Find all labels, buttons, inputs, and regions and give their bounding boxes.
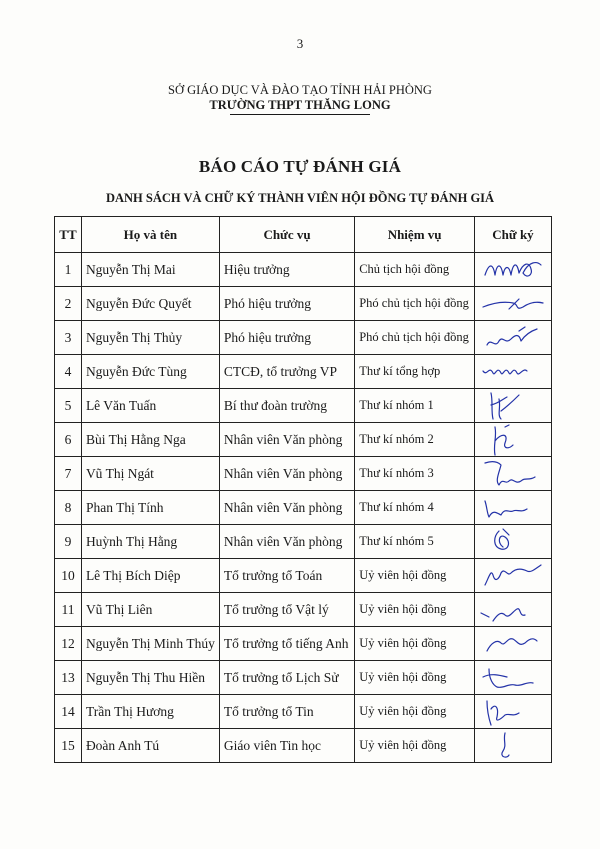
handwritten-signature (479, 559, 547, 592)
row-number: 10 (55, 559, 82, 593)
members-table (54, 216, 552, 763)
member-position: Phó hiệu trưởng (219, 321, 354, 355)
row-number: 14 (55, 695, 82, 729)
signature-cell (474, 627, 551, 661)
report-title: BÁO CÁO TỰ ĐÁNH GIÁ (198, 157, 402, 176)
handwritten-signature (479, 423, 547, 456)
row-number: 15 (55, 729, 82, 763)
member-position: Giáo viên Tin học (219, 729, 354, 763)
signature-cell (474, 661, 551, 695)
signature-cell (474, 389, 551, 423)
handwritten-signature (479, 627, 547, 660)
handwritten-signature (479, 525, 547, 558)
member-duty: Phó chủ tịch hội đồng (355, 321, 475, 355)
member-duty: Uỷ viên hội đồng (355, 627, 475, 661)
table-row (55, 287, 552, 321)
member-name: Lê Văn Tuấn (81, 389, 219, 423)
member-position: Nhân viên Văn phòng (219, 525, 354, 559)
member-name: Huỳnh Thị Hằng (81, 525, 219, 559)
member-duty: Thư kí nhóm 3 (355, 457, 475, 491)
member-name: Trần Thị Hương (81, 695, 219, 729)
row-number: 11 (55, 593, 82, 627)
handwritten-signature (479, 321, 547, 354)
handwritten-signature (479, 729, 547, 762)
table-row (55, 729, 552, 763)
member-position: Tổ trưởng tổ Tin (219, 695, 354, 729)
member-position: Tổ trưởng tổ Vật lý (219, 593, 354, 627)
member-position: Nhân viên Văn phòng (219, 457, 354, 491)
handwritten-signature (479, 287, 547, 320)
member-position: Bí thư đoàn trường (219, 389, 354, 423)
member-position: Tổ trưởng tổ Toán (219, 559, 354, 593)
member-duty: Uỷ viên hội đồng (355, 695, 475, 729)
row-number: 6 (55, 423, 82, 457)
table-row (55, 593, 552, 627)
signature-cell (474, 491, 551, 525)
handwritten-signature (479, 661, 547, 694)
member-duty: Uỷ viên hội đồng (355, 559, 475, 593)
school-name: TRƯỜNG THPT THĂNG LONG (209, 98, 391, 112)
signature-cell (474, 457, 551, 491)
row-number: 12 (55, 627, 82, 661)
row-number: 4 (55, 355, 82, 389)
member-duty: Thư kí nhóm 5 (355, 525, 475, 559)
member-name: Vũ Thị Liên (81, 593, 219, 627)
signature-cell (474, 253, 551, 287)
row-number: 7 (55, 457, 82, 491)
row-number: 1 (55, 253, 82, 287)
table-row (55, 321, 552, 355)
table-row (55, 355, 552, 389)
table-row (55, 423, 552, 457)
table-row (55, 525, 552, 559)
table-row (55, 627, 552, 661)
signature-cell (474, 593, 551, 627)
member-name: Nguyễn Thị Minh Thúy (81, 627, 219, 661)
list-title: DANH SÁCH VÀ CHỮ KÝ THÀNH VIÊN HỘI ĐỒNG TỰ ĐÁNH GIÁ (105, 191, 495, 205)
signature-cell (474, 355, 551, 389)
handwritten-signature (479, 593, 547, 626)
table-row (55, 253, 552, 287)
signature-cell (474, 321, 551, 355)
row-number: 3 (55, 321, 82, 355)
member-name: Nguyễn Thị Mai (81, 253, 219, 287)
signature-cell (474, 559, 551, 593)
signature-cell (474, 729, 551, 763)
row-number: 9 (55, 525, 82, 559)
row-number: 5 (55, 389, 82, 423)
row-number: 13 (55, 661, 82, 695)
member-position: Phó hiệu trưởng (219, 287, 354, 321)
member-position: Hiệu trưởng (219, 253, 354, 287)
column-header-signature: Chữ ký (474, 217, 551, 253)
member-duty: Thư kí nhóm 1 (355, 389, 475, 423)
member-name: Đoàn Anh Tú (81, 729, 219, 763)
document-header (0, 83, 600, 115)
member-duty: Thư kí tổng hợp (355, 355, 475, 389)
handwritten-signature (479, 695, 547, 728)
row-number: 2 (55, 287, 82, 321)
member-duty: Uỷ viên hội đồng (355, 661, 475, 695)
column-header-position: Chức vụ (219, 217, 354, 253)
column-header-name: Họ và tên (81, 217, 219, 253)
column-header-tt: TT (55, 217, 82, 253)
handwritten-signature (479, 355, 547, 388)
signature-cell (474, 287, 551, 321)
signature-cell (474, 695, 551, 729)
member-duty: Thư kí nhóm 4 (355, 491, 475, 525)
signature-cell (474, 525, 551, 559)
member-position: Tổ trưởng tổ tiếng Anh (219, 627, 354, 661)
member-name: Nguyễn Đức Tùng (81, 355, 219, 389)
handwritten-signature (479, 253, 547, 286)
column-header-duty: Nhiệm vụ (355, 217, 475, 253)
handwritten-signature (479, 457, 547, 490)
handwritten-signature (479, 389, 547, 422)
member-duty: Thư kí nhóm 2 (355, 423, 475, 457)
table-row (55, 457, 552, 491)
table-row (55, 559, 552, 593)
member-duty: Chủ tịch hội đồng (355, 253, 475, 287)
member-position: CTCĐ, tổ trưởng VP (219, 355, 354, 389)
member-name: Vũ Thị Ngát (81, 457, 219, 491)
table-header-row (55, 217, 552, 253)
row-number: 8 (55, 491, 82, 525)
table-row (55, 389, 552, 423)
department-name: SỞ GIÁO DỤC VÀ ĐÀO TẠO TỈNH HẢI PHÒNG (168, 83, 432, 97)
handwritten-signature (479, 491, 547, 524)
member-position: Nhân viên Văn phòng (219, 423, 354, 457)
signature-cell (474, 423, 551, 457)
school-underline (230, 114, 370, 115)
table-row (55, 491, 552, 525)
member-name: Nguyễn Thị Thu Hiền (81, 661, 219, 695)
member-position: Tổ trưởng tổ Lịch Sử (219, 661, 354, 695)
member-name: Lê Thị Bích Diệp (81, 559, 219, 593)
member-duty: Phó chủ tịch hội đồng (355, 287, 475, 321)
member-name: Nguyễn Đức Quyết (81, 287, 219, 321)
member-duty: Uỷ viên hội đồng (355, 593, 475, 627)
member-duty: Uỷ viên hội đồng (355, 729, 475, 763)
table-row (55, 695, 552, 729)
table-row (55, 661, 552, 695)
member-name: Bùi Thị Hằng Nga (81, 423, 219, 457)
member-name: Nguyễn Thị Thủy (81, 321, 219, 355)
page-number: 3 (296, 36, 304, 51)
member-position: Nhân viên Văn phòng (219, 491, 354, 525)
member-name: Phan Thị Tính (81, 491, 219, 525)
